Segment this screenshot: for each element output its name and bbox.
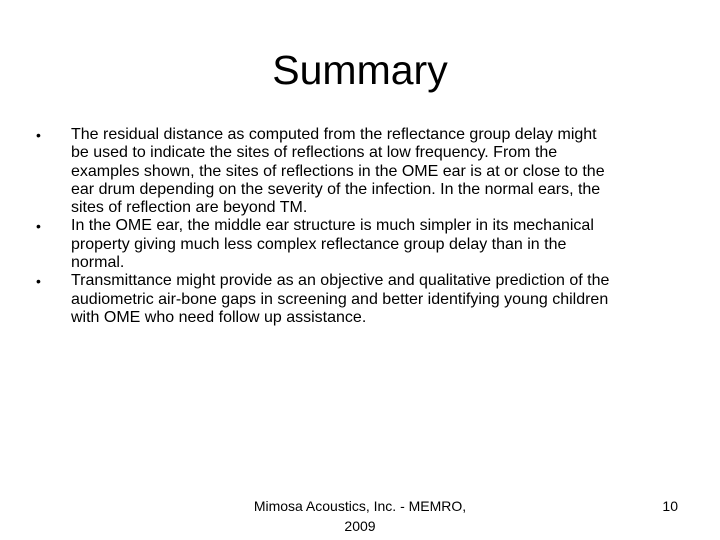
bullet-line: The residual distance as computed from the reflectance group delay might (71, 126, 597, 143)
footer-line: 2009 (344, 518, 376, 534)
bullet-line: Transmittance might provide as an objective and qualitative prediction of the (71, 272, 610, 290)
bullet-item (36, 217, 686, 272)
bullet-line: be used to indicate the sites of reflections at low frequency. From the (71, 144, 558, 162)
footer-line: Mimosa Acoustics, Inc. - MEMRO, (253, 498, 467, 514)
bullet-line: normal. (71, 254, 125, 272)
bullet-list (36, 126, 686, 327)
slide-title: Summary (272, 47, 448, 93)
page-number: 10 (662, 498, 678, 514)
footer-text (220, 496, 500, 536)
bullet-line: sites of reflection are beyond TM. (71, 199, 308, 217)
bullet-icon: • (36, 273, 41, 290)
bullet-icon: • (36, 127, 41, 143)
bullet-line: with OME who need follow up assistance. (71, 308, 367, 326)
bullet-line: examples shown, the sites of reflections in the OME ear is at or close to the (71, 162, 605, 180)
bullet-line: property giving much less complex reflectance group delay than in the (71, 235, 567, 253)
bullet-line: audiometric air-bone gaps in screening and better identifying young children (71, 290, 609, 308)
bullet-item (36, 126, 686, 217)
bullet-item (36, 272, 686, 327)
bullet-line: In the OME ear, the middle ear structure is much simpler in its mechanical (71, 217, 594, 235)
bullet-line: ear drum depending on the severity of the infection. In the normal ears, the (71, 180, 601, 198)
bullet-icon: • (36, 218, 41, 235)
